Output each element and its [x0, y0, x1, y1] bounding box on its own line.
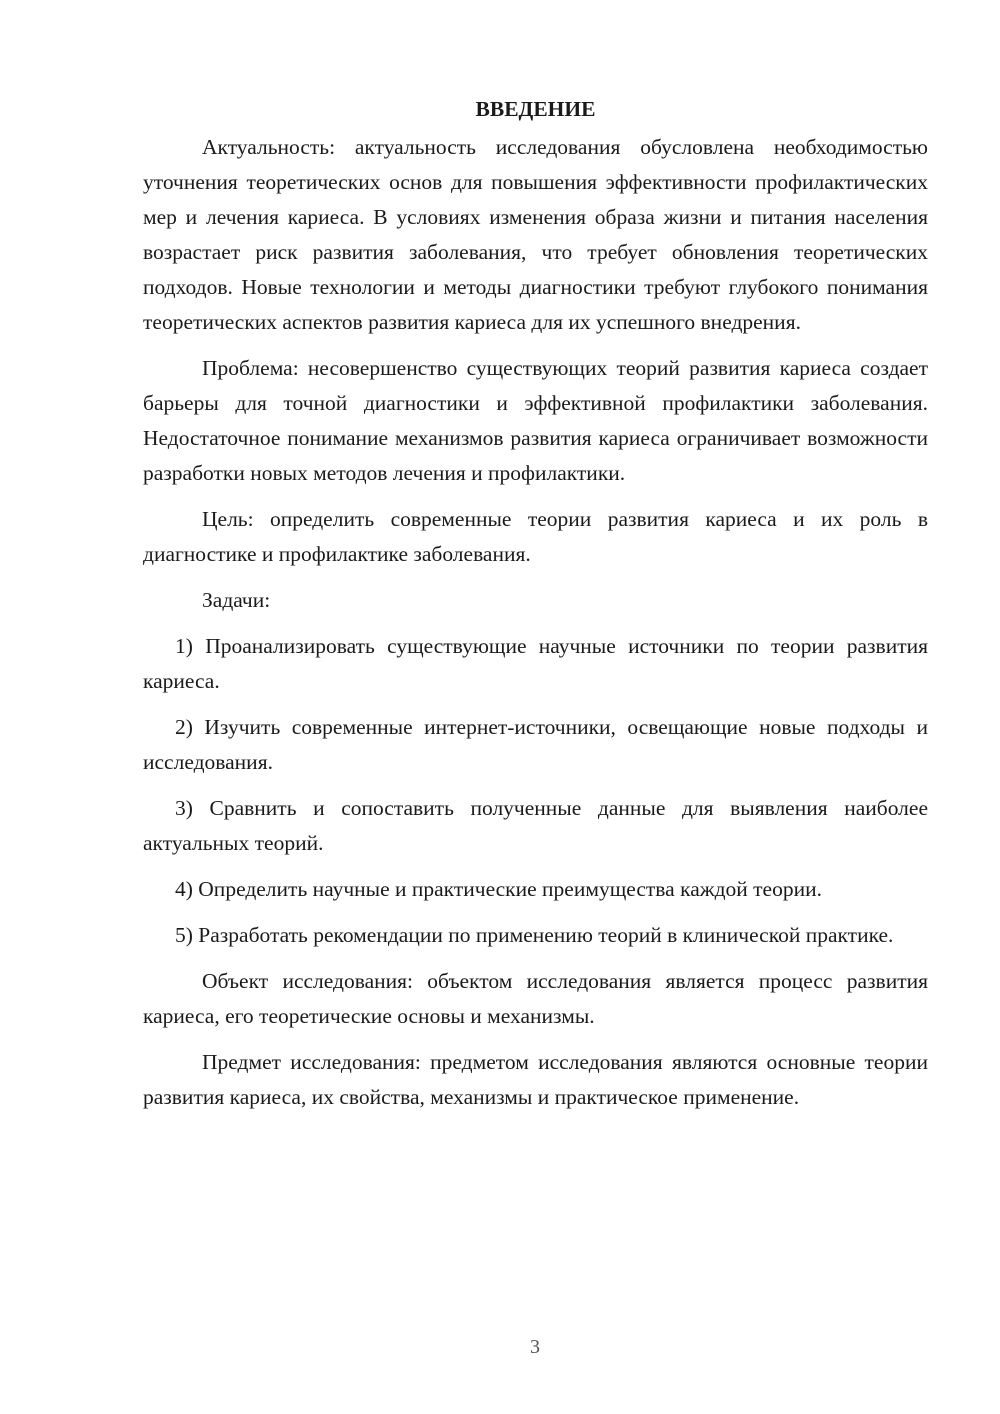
- relevance-paragraph: Актуальность: актуальность исследования обусловлена необходимостью уточнения теоретических основ для повышения эффективности профилактических мер и лечения кариеса. В условиях изменения образа жизни и питания населения возрастает риск развития заболевания, что требует обновления теоретических подходов. Новые технологии и методы диагностики требуют глубокого понимания теоретических аспектов развития кариеса для их успешного внедрения.: [143, 135, 928, 334]
- task-item: 4) Определить научные и практические преимущества каждой теории.: [175, 877, 822, 901]
- page-content: [143, 92, 928, 1126]
- subject-paragraph: Предмет исследования: предметом исследования являются основные теории развития кариеса, их свойства, механизмы и практическое применение.: [143, 1050, 928, 1109]
- object-paragraph: Объект исследования: объектом исследования является процесс развития кариеса, его теоретические основы и механизмы.: [143, 969, 928, 1028]
- goal-paragraph: Цель: определить современные теории развития кариеса и их роль в диагностике и профилактике заболевания.: [143, 507, 928, 566]
- task-item: 1) Проанализировать существующие научные источники по теории развития кариеса.: [143, 634, 928, 693]
- tasks-title: Задачи:: [202, 588, 271, 612]
- problem-paragraph: Проблема: несовершенство существующих теорий развития кариеса создает барьеры для точной диагностики и эффективной профилактики заболевания. Недостаточное понимание механизмов развития кариеса ограничивает возможности разработки новых методов лечения и профилактики.: [143, 356, 928, 485]
- task-item: 3) Сравнить и сопоставить полученные данные для выявления наиболее актуальных теорий.: [143, 796, 928, 855]
- section-heading: ВВЕДЕНИЕ: [475, 97, 596, 121]
- task-item: 5) Разработать рекомендации по применению теорий в клинической практике.: [175, 923, 894, 947]
- task-item: 2) Изучить современные интернет-источники, освещающие новые подходы и исследования.: [143, 715, 928, 774]
- page-number: 3: [530, 1336, 540, 1358]
